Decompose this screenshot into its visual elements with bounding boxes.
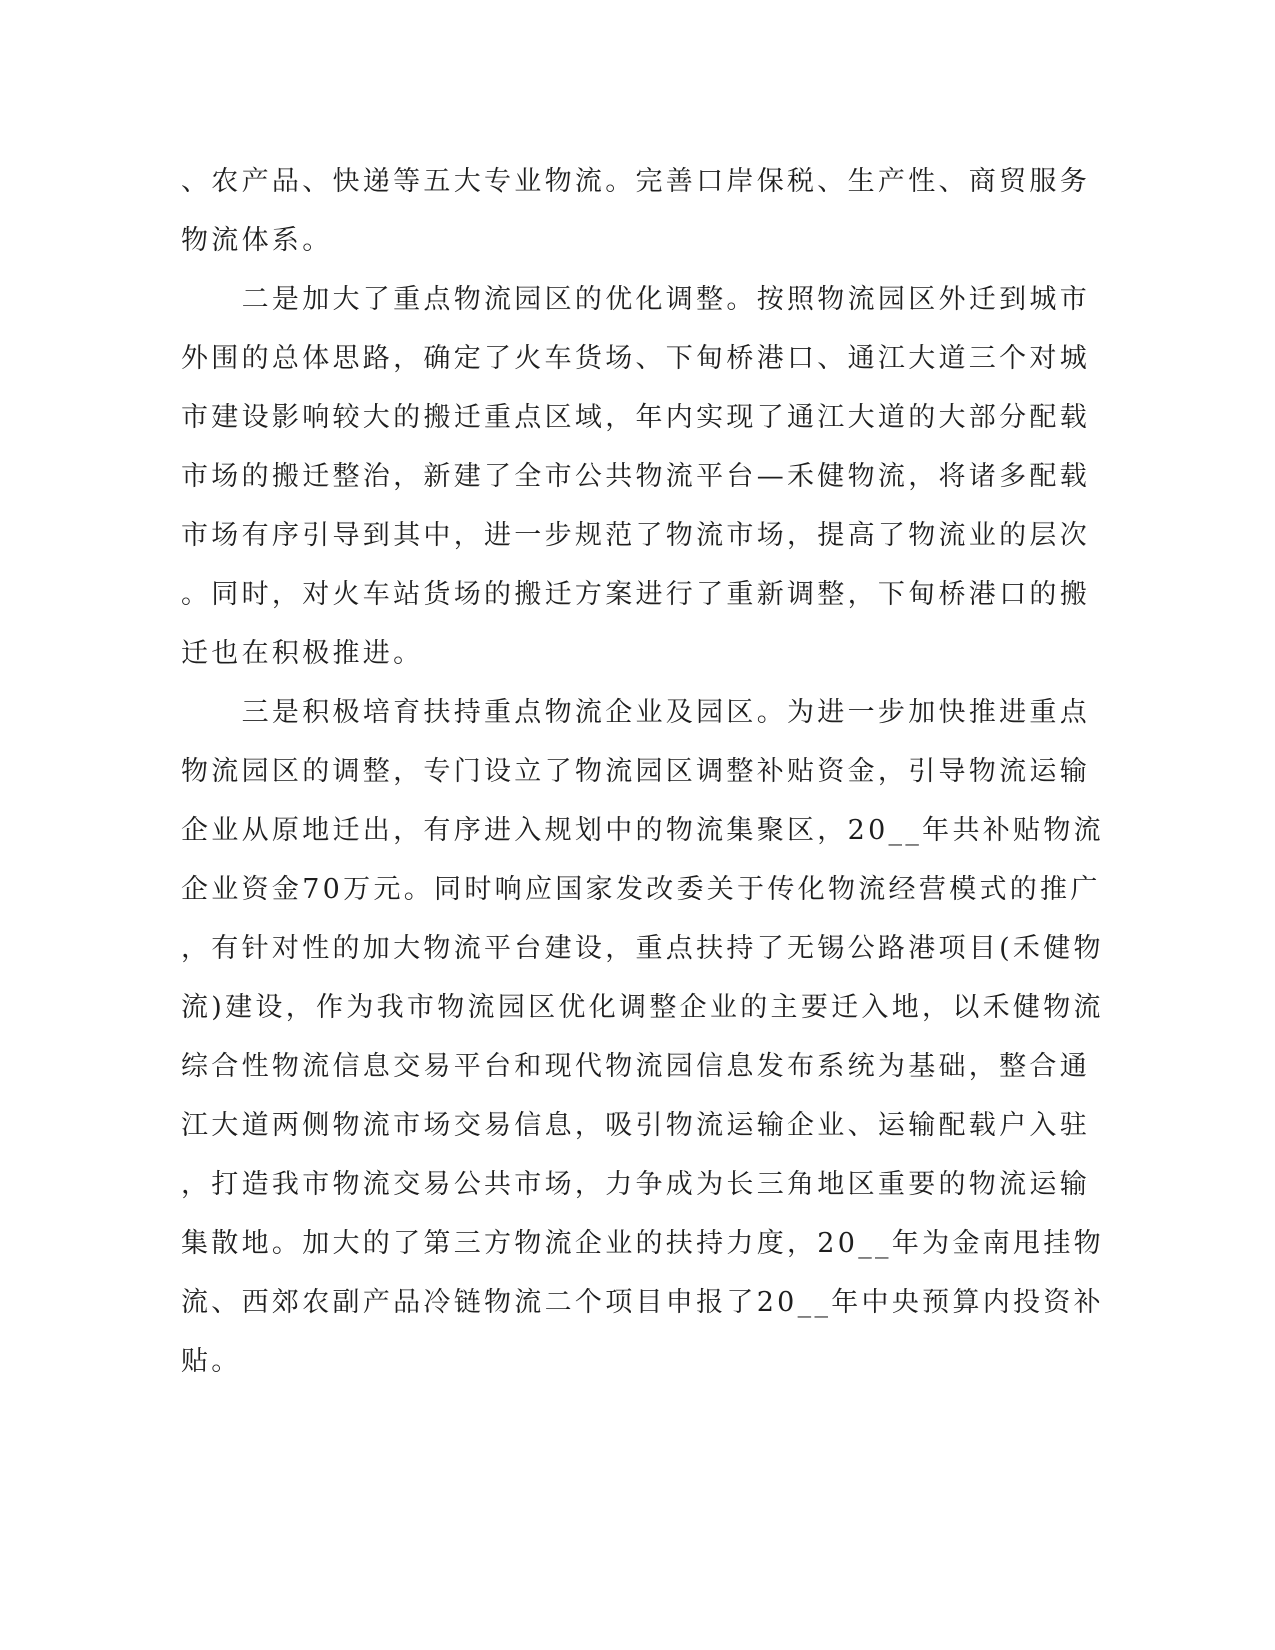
text-line: 企业从原地迁出，有序进入规划中的物流集聚区，20__年共补贴物流 — [181, 815, 1104, 846]
text-line: 流、西郊农副产品冷链物流二个项目申报了20__年中央预算内投资补 — [181, 1287, 1104, 1318]
text-line: 流)建设，作为我市物流园区优化调整企业的主要迁入地，以禾健物流 — [181, 992, 1104, 1023]
text-line: 贴。 — [181, 1346, 242, 1377]
text-line: 物流园区的调整，专门设立了物流园区调整补贴资金，引导物流运输 — [181, 756, 1090, 787]
text-line: 外围的总体思路，确定了火车货场、下甸桥港口、通江大道三个对城 — [181, 343, 1090, 374]
text-line: ，打造我市物流交易公共市场，力争成为长三角地区重要的物流运输 — [181, 1169, 1090, 1200]
text-line: 集散地。加大的了第三方物流企业的扶持力度，20__年为金南甩挂物 — [181, 1228, 1104, 1259]
body-text — [181, 152, 1104, 1391]
text-line: 综合性物流信息交易平台和现代物流园信息发布系统为基础，整合通 — [181, 1051, 1090, 1082]
text-line: 迁也在积极推进。 — [181, 638, 424, 669]
text-line: 。同时，对火车站货场的搬迁方案进行了重新调整，下甸桥港口的搬 — [181, 579, 1090, 610]
text-line: ，有针对性的加大物流平台建设，重点扶持了无锡公路港项目(禾健物 — [181, 933, 1104, 964]
text-line: 市场有序引导到其中，进一步规范了物流市场，提高了物流业的层次 — [181, 520, 1090, 551]
text-line: 三是积极培育扶持重点物流企业及园区。为进一步加快推进重点 — [181, 697, 1090, 728]
text-line: 市场的搬迁整治，新建了全市公共物流平台—禾健物流，将诸多配载 — [181, 461, 1090, 492]
text-line: 江大道两侧物流市场交易信息，吸引物流运输企业、运输配载户入驻 — [181, 1110, 1090, 1141]
text-line: 、农产品、快递等五大专业物流。完善口岸保税、生产性、商贸服务 — [181, 166, 1090, 197]
text-line: 二是加大了重点物流园区的优化调整。按照物流园区外迁到城市 — [181, 284, 1090, 315]
text-line: 物流体系。 — [181, 225, 333, 256]
text-line: 市建设影响较大的搬迁重点区域，年内实现了通江大道的大部分配载 — [181, 402, 1090, 433]
text-line: 企业资金70万元。同时响应国家发改委关于传化物流经营模式的推广 — [181, 874, 1101, 905]
